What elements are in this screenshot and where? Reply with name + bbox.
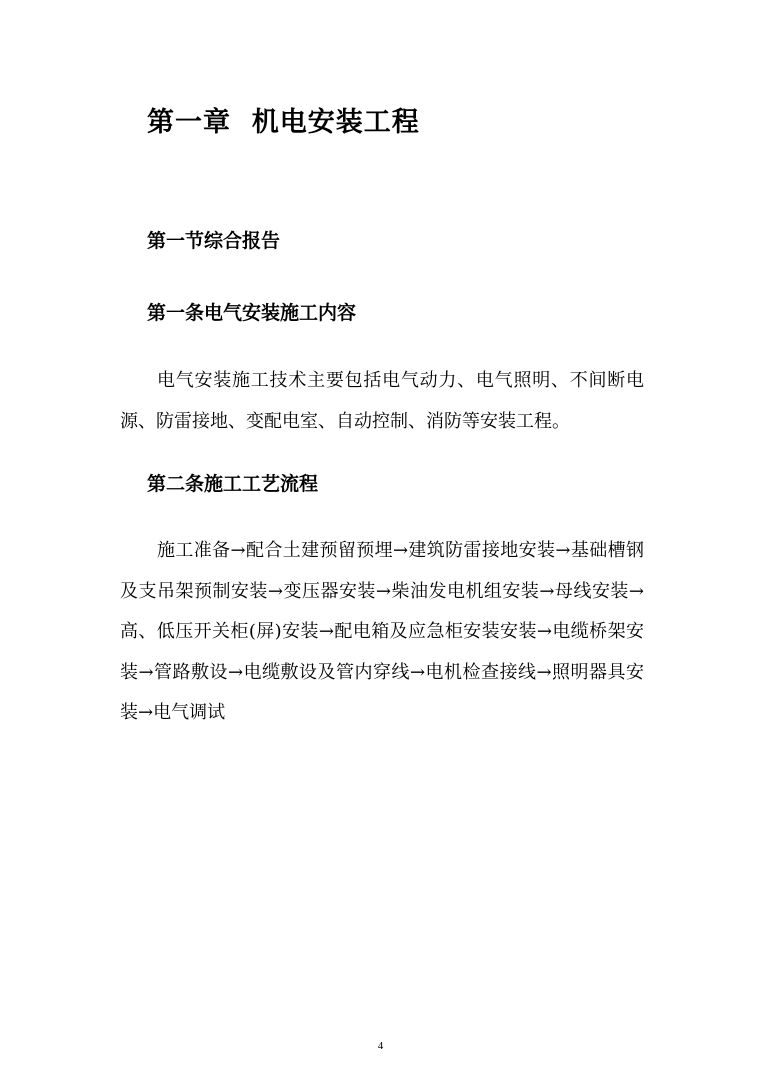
section-title: 第一节综合报告 [147, 230, 281, 252]
page-number: 4 [377, 1040, 384, 1052]
article-title-2: 第二条施工工艺流程 [147, 473, 319, 495]
article-body-2: 施工准备→配合土建预留预埋→建筑防雷接地安装→基础槽钢及支吊架预制安装→变压器安装→柴油发电机组安装→母线安装→高、低压开关柜(屏)安装→配电箱及应急柜安装安装→电缆桥架安装→管路敷设→电缆敷设及管内穿线→电机检查接线→照明器具安装→电气调试 [120, 540, 644, 723]
chapter-title: 第一章 机电安装工程 [147, 107, 420, 138]
article-title-1: 第一条电气安装施工内容 [147, 302, 357, 324]
article-body-1: 电气安装施工技术主要包括电气动力、电气照明、不间断电源、防雷接地、变配电室、自动控制、消防等安装工程。 [120, 370, 644, 432]
